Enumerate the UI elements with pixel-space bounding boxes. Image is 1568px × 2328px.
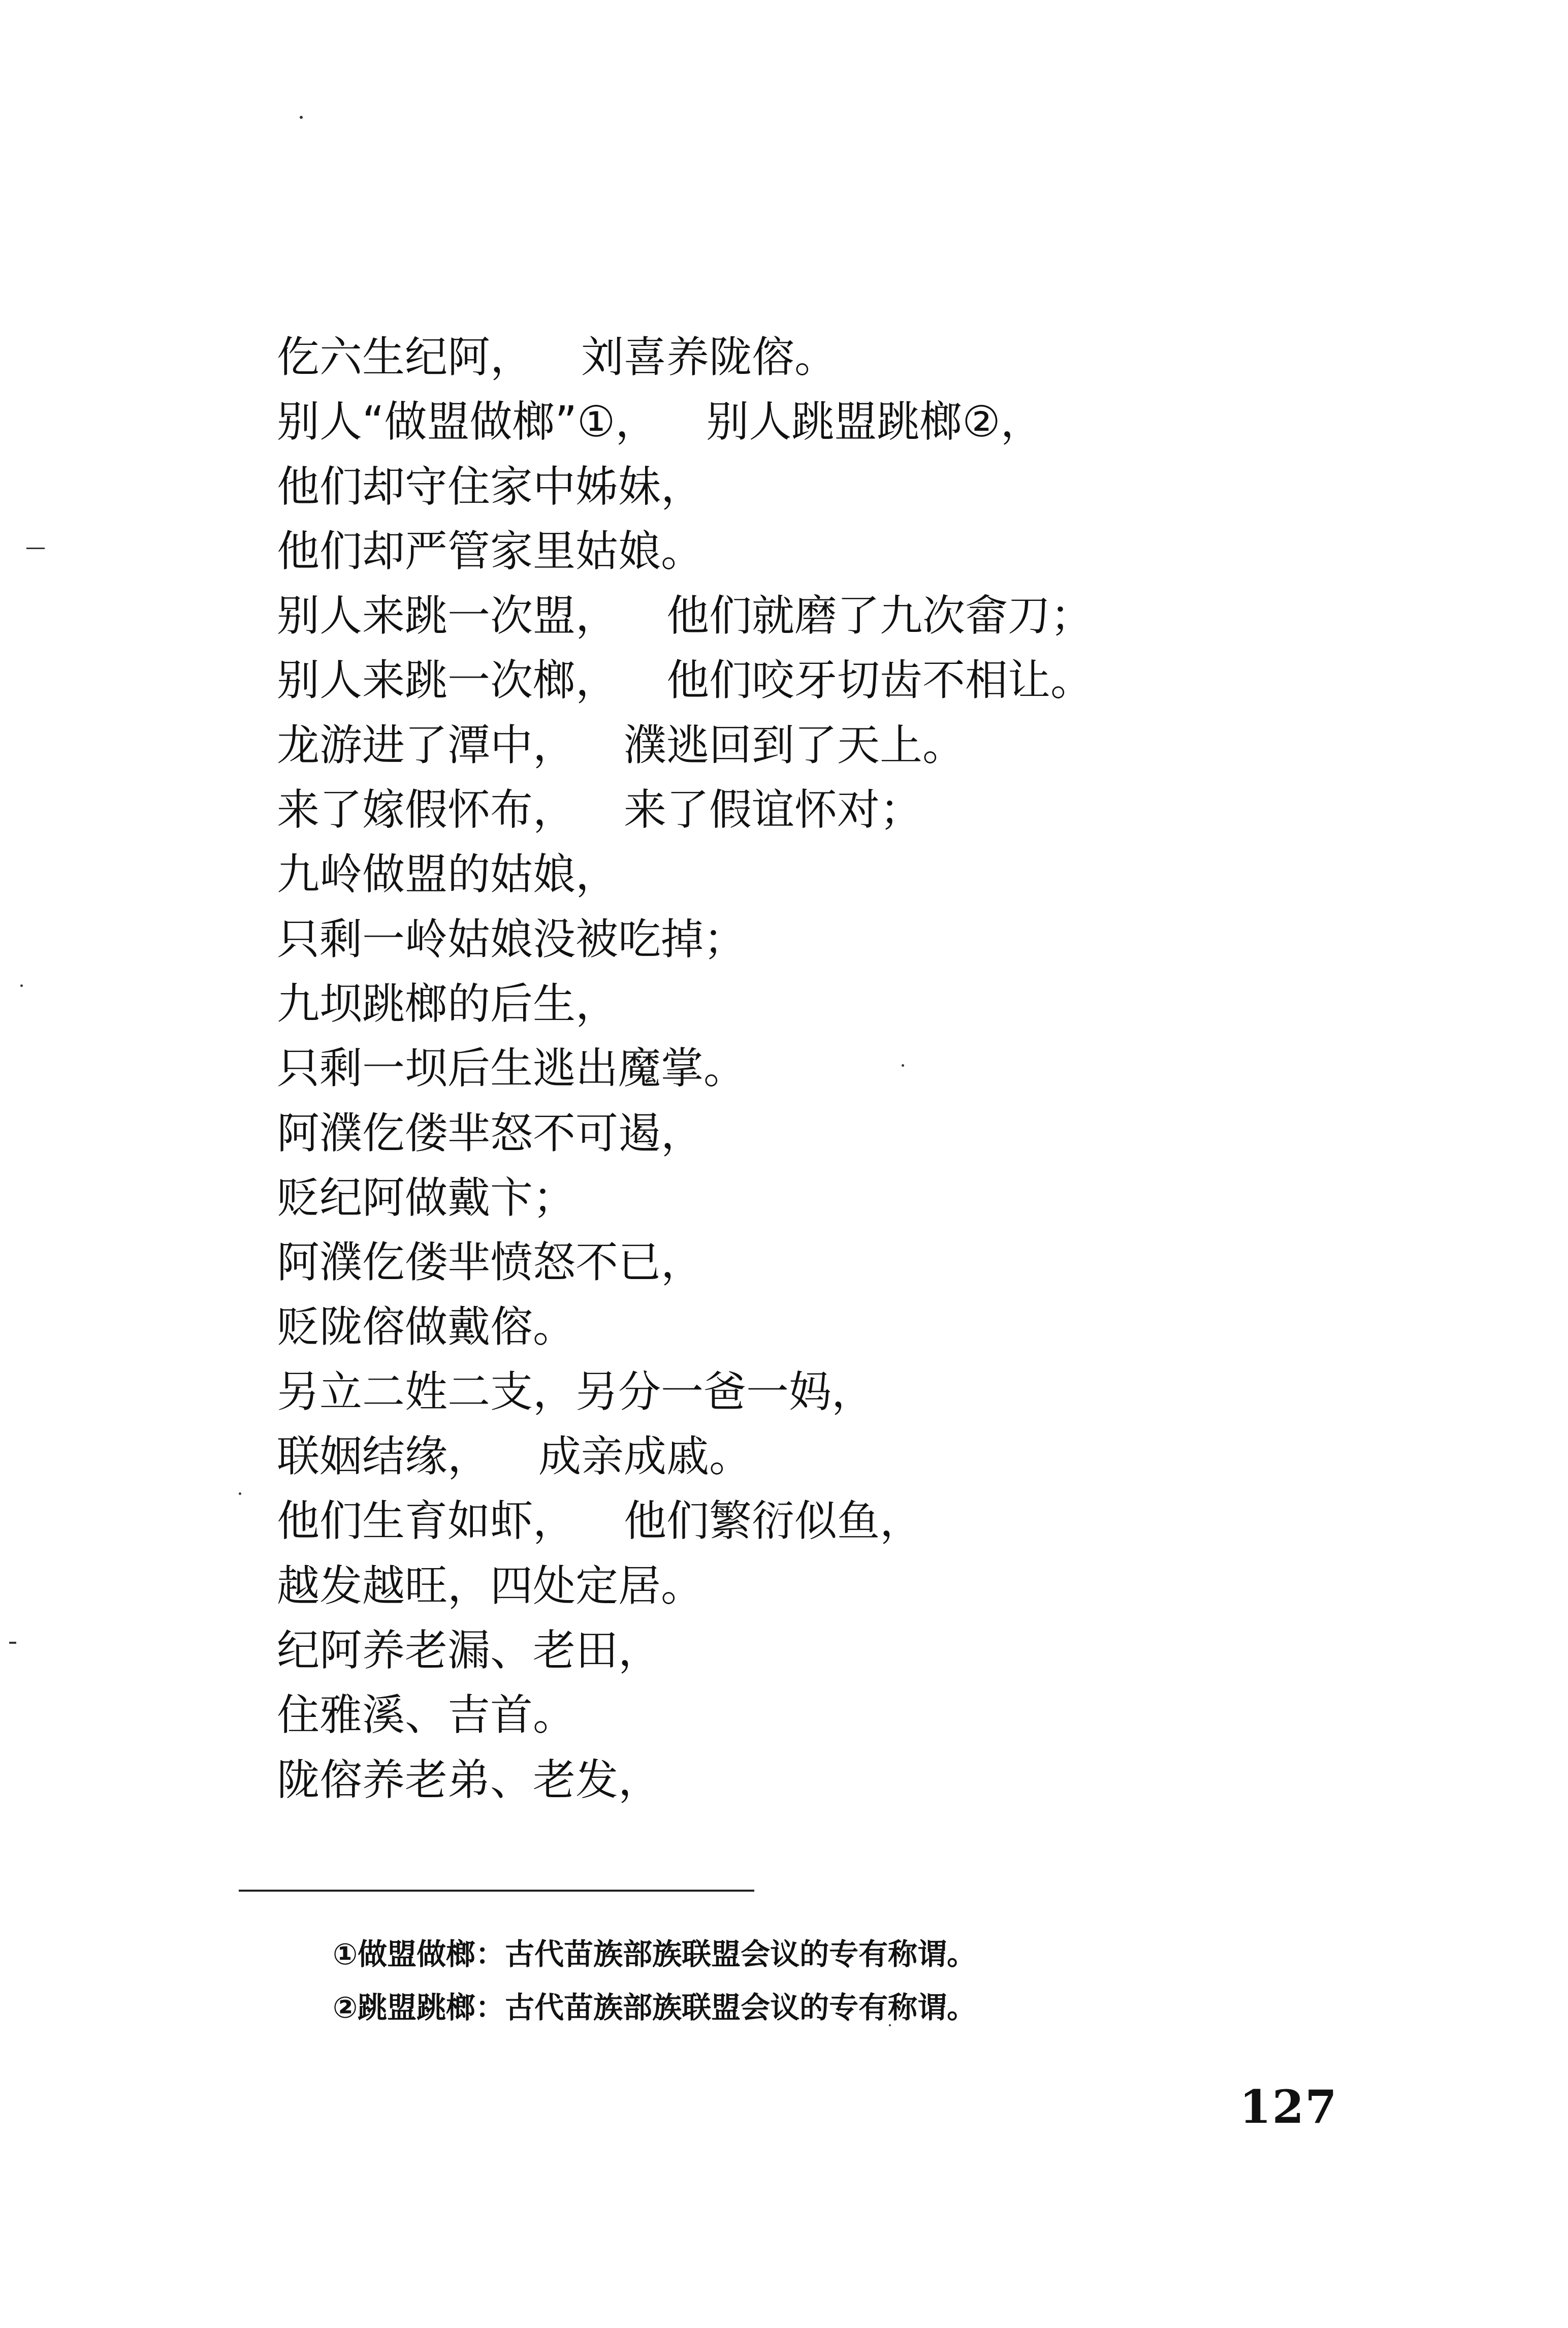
verse-line xyxy=(277,1683,1445,1747)
verse-segment: 别人跳盟跳榔②， xyxy=(706,397,1043,447)
verse-line xyxy=(277,713,1445,778)
scan-speck xyxy=(300,116,303,119)
verse-segment: 仡六生纪阿， xyxy=(277,332,533,382)
scan-speck xyxy=(26,548,45,549)
verse-segment: 贬陇傛做戴傛。 xyxy=(277,1302,576,1352)
page-number: 127 xyxy=(1239,2080,1338,2134)
verse-line xyxy=(277,1295,1445,1359)
verse-segment: 阿濮仡偻芈愤怒不已， xyxy=(277,1237,704,1288)
verse-line xyxy=(277,584,1445,648)
verse-segment: 来了嫁假怀布， xyxy=(277,785,576,835)
verse-segment: 贬纪阿做戴卞； xyxy=(277,1172,576,1223)
verse-line xyxy=(277,648,1445,713)
verse-segment: 刘喜养陇傛。 xyxy=(581,332,838,382)
verse-line xyxy=(277,390,1445,454)
verse-segment: 另立二姓二支，另分一爸一妈， xyxy=(277,1366,875,1417)
verse-segment: 濮逃回到了天上。 xyxy=(624,720,966,770)
verse-segment: 联姻结缘， xyxy=(277,1431,491,1482)
verse-line xyxy=(277,778,1445,842)
verse-line xyxy=(277,325,1445,390)
verse-segment: 他们生育如虾， xyxy=(277,1496,576,1546)
verse-line xyxy=(277,1554,1445,1618)
verse-line xyxy=(277,455,1445,519)
verse-segment: 住雅溪、吉首。 xyxy=(277,1690,576,1740)
scan-speck xyxy=(9,1642,16,1644)
verse-block xyxy=(277,325,1445,1812)
verse-segment: 纪阿养老漏、老田， xyxy=(277,1625,661,1675)
verse-segment: 来了假谊怀对； xyxy=(624,785,923,835)
verse-segment: 他们就磨了九次畲刀； xyxy=(666,591,1094,641)
verse-segment: 越发越旺，四处定居。 xyxy=(277,1560,704,1611)
verse-line xyxy=(277,519,1445,584)
verse-segment: 别人来跳一次盟， xyxy=(277,591,619,641)
scan-speck xyxy=(239,1492,241,1495)
verse-line xyxy=(277,1618,1445,1683)
verse-segment: 他们繁衍似鱼， xyxy=(624,1496,923,1546)
verse-segment: 别人“做盟做榔”①， xyxy=(277,397,658,447)
verse-segment: 龙游进了潭中， xyxy=(277,720,576,770)
verse-line xyxy=(277,907,1445,972)
footnote-divider xyxy=(239,1890,754,1892)
verse-line xyxy=(277,1166,1445,1230)
scan-speck xyxy=(20,984,23,987)
verse-line xyxy=(277,1360,1445,1424)
verse-segment: 他们咬牙切齿不相让。 xyxy=(666,655,1094,706)
verse-line xyxy=(277,1101,1445,1166)
verse-segment: 陇傛养老弟、老发， xyxy=(277,1755,661,1805)
verse-segment: 他们却守住家中姊妹， xyxy=(277,461,704,512)
verse-segment: 九岭做盟的姑娘， xyxy=(277,849,619,900)
verse-line xyxy=(277,1230,1445,1295)
verse-segment: 别人来跳一次榔， xyxy=(277,655,619,706)
footnote-1: ①做盟做榔：古代苗族部族联盟会议的专有称谓。 xyxy=(333,1937,977,1971)
verse-line xyxy=(277,972,1445,1036)
verse-segment: 只剩一岭姑娘没被吃掉； xyxy=(277,914,747,964)
verse-line xyxy=(277,1424,1445,1489)
verse-segment: 他们却严管家里姑娘。 xyxy=(277,526,704,576)
footnote-2: ②跳盟跳榔：古代苗族部族联盟会议的专有称谓。 xyxy=(333,1990,977,2025)
verse-line xyxy=(277,1489,1445,1553)
verse-segment: 阿濮仡偻芈怒不可遏， xyxy=(277,1108,704,1158)
verse-segment: 九坝跳榔的后生， xyxy=(277,978,619,1029)
verse-segment: 成亲成戚。 xyxy=(538,1431,752,1482)
verse-line xyxy=(277,842,1445,907)
verse-segment: 只剩一坝后生逃出魔掌。 xyxy=(277,1043,747,1094)
verse-line xyxy=(277,1036,1445,1101)
verse-line xyxy=(277,1748,1445,1812)
footnote-block xyxy=(333,1928,1450,2034)
